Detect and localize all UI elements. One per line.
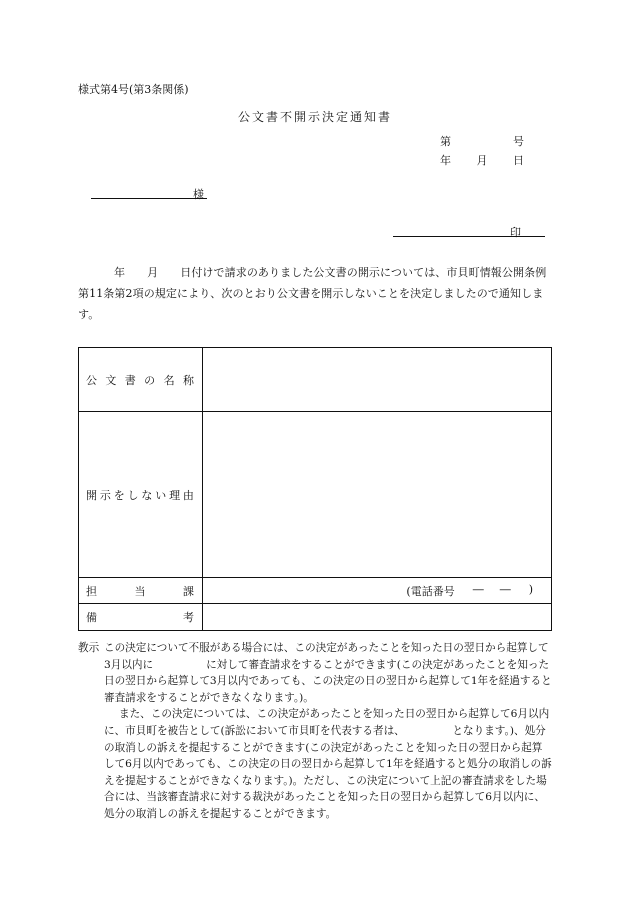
number-prefix: 第 <box>440 135 451 148</box>
notes-paragraph-1: この決定について不服がある場合には、この決定があったことを知った日の翌日から起算して3月以内に に対して審査請求をすることができます(この決定があったことを知った日の翌日から起算して3月以内であっても、この決定の日の翌日から起算して1年を経過すると審査請求をすることができなくなります。)。 <box>104 642 552 704</box>
date-day: 日 <box>513 154 524 167</box>
label-char: 名 <box>163 373 175 387</box>
label-char: 開 <box>86 488 97 502</box>
seal-mark: 印 <box>510 226 521 239</box>
doc-name-value <box>203 348 552 412</box>
label-char: な <box>141 488 153 502</box>
document-date <box>440 152 524 168</box>
date-year: 年 <box>440 154 451 167</box>
decision-table <box>78 347 552 631</box>
label-char: し <box>127 488 139 502</box>
label-char: 当 <box>134 584 146 598</box>
body-year: 年 <box>114 266 126 279</box>
notice-body <box>78 262 552 325</box>
number-suffix: 号 <box>513 135 524 148</box>
phone-close: ) <box>528 582 533 596</box>
person-in-charge-label <box>79 578 203 604</box>
body-month: 月 <box>147 266 159 279</box>
phone-dash-2: ― <box>499 582 511 596</box>
date-month: 月 <box>476 154 488 167</box>
label-char: 備 <box>86 611 97 624</box>
label-char: 担 <box>86 584 97 598</box>
label-char: 公 <box>86 373 97 387</box>
body-text: 日付けで請求のありました公文書の開示については、市貝町情報公開条例第11条第2項の規定により、次のとおり公文書を開示しないことを決定しましたので通知します。 <box>78 266 547 321</box>
remarks-value <box>203 604 552 631</box>
label-char: を <box>113 488 125 502</box>
document-title: 公文書不開示決定通知書 <box>237 110 392 124</box>
label-char: 考 <box>183 611 194 624</box>
label-char: 課 <box>183 584 194 598</box>
label-char: 文 <box>105 373 117 387</box>
phone-label: (電話番号 <box>406 584 455 598</box>
notes-label: 教示 <box>78 642 100 654</box>
notes-paragraph-2: また、この決定については、この決定があったことを知った日の翌日から起算して6月以内に、市貝町を被告として(訴訟において市貝町を代表する者は、 となります。)、処分の取消しの訴えを提起することができます(この決定があったことを知った日の翌日から起算して6月以内であっても、この決定の日の翌日から起算して1年を経過すると処分の取消しの訴えを提起することができなくなります。)。ただし、この決定について上記の審査請求をした場合には、当該審査請求に対する裁決があったことを知った日の翌日から起算して6月以内に、処分の取消しの訴えを提起することができます。 <box>104 708 552 820</box>
reason-value <box>203 412 552 578</box>
label-char: 示 <box>99 488 111 502</box>
label-char: 由 <box>182 488 194 502</box>
issuer-line <box>393 236 545 237</box>
addressee-line <box>91 198 207 199</box>
remarks-label <box>79 604 203 631</box>
phone-field <box>203 583 551 599</box>
addressee-honorific: 様 <box>193 188 204 201</box>
document-number <box>440 133 524 149</box>
label-char: 書 <box>124 373 136 387</box>
appeal-instructions <box>78 640 552 823</box>
label-char: 称 <box>182 373 194 387</box>
label-char: い <box>155 488 167 502</box>
phone-dash-1: ― <box>472 582 484 596</box>
label-char: 理 <box>169 488 181 502</box>
reason-label <box>79 412 203 578</box>
doc-name-label <box>79 348 203 412</box>
label-char: の <box>144 373 156 387</box>
person-in-charge-value <box>203 578 552 604</box>
form-number: 様式第4号(第3条関係) <box>78 83 189 96</box>
